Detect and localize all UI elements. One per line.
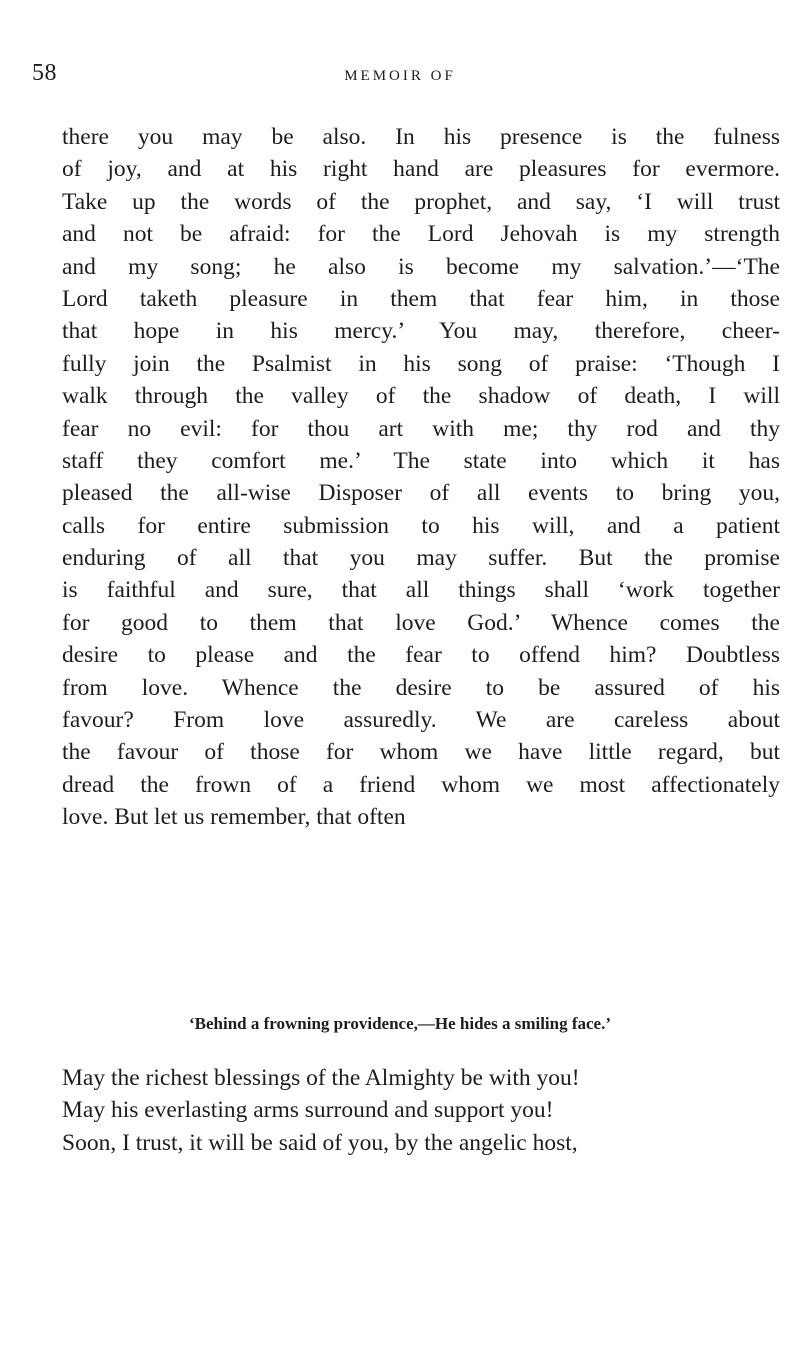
closing-text bbox=[62, 1062, 780, 1159]
text-line: desire to please and the fear to offend him? Doubtless bbox=[62, 642, 780, 669]
text-line: enduring of all that you may suffer. But the promise bbox=[62, 545, 780, 572]
text-line: from love. Whence the desire to be assured of his bbox=[62, 674, 780, 701]
text-line: that hope in his mercy.’ You may, therefore, cheer- bbox=[62, 318, 780, 345]
text-line: there you may be also. In his presence is the fulness bbox=[62, 124, 780, 150]
verse-quote: ‘Behind a frowning providence,—He hides a smiling face.’ bbox=[188, 1014, 612, 1033]
text-line: is faithful and sure, that all things shall ‘work together bbox=[62, 577, 780, 604]
text-line: calls for entire submission to his will, and a patient bbox=[62, 512, 780, 539]
body-text bbox=[62, 121, 780, 834]
text-line: Soon, I trust, it will be said of you, by the angelic host, bbox=[62, 1129, 578, 1156]
text-line: Lord taketh pleasure in them that fear him, in those bbox=[62, 285, 780, 312]
page-number: 58 bbox=[32, 60, 57, 86]
text-line: love. But let us remember, that often bbox=[62, 804, 406, 831]
text-line: of joy, and at his right hand are pleasures for evermore. bbox=[62, 156, 780, 183]
text-line: fully join the Psalmist in his song of praise: ‘Though I bbox=[62, 350, 780, 377]
text-line: May the richest blessings of the Almighty be with you! bbox=[62, 1065, 580, 1091]
text-line: dread the frown of a friend whom we most affectionately bbox=[62, 771, 780, 798]
text-line: and not be afraid: for the Lord Jehovah is my strength bbox=[62, 221, 780, 248]
text-line: favour? From love assuredly. We are careless about bbox=[62, 707, 780, 734]
text-line: staff they comfort me.’ The state into which it has bbox=[62, 447, 780, 474]
text-line: for good to them that love God.’ Whence comes the bbox=[62, 609, 780, 636]
text-line: May his everlasting arms surround and support you! bbox=[62, 1097, 554, 1124]
text-line: the favour of those for whom we have little regard, but bbox=[62, 739, 780, 766]
text-line: walk through the valley of the shadow of death, I will bbox=[62, 383, 780, 410]
text-line: pleased the all-wise Disposer of all events to bring you, bbox=[62, 480, 780, 507]
text-line: Take up the words of the prophet, and say, ‘I will trust bbox=[62, 188, 780, 215]
text-line: fear no evil: for thou art with me; thy rod and thy bbox=[62, 415, 780, 442]
running-head: MEMOIR OF bbox=[344, 68, 456, 84]
text-line: and my song; he also is become my salvation.’—‘The bbox=[62, 253, 780, 280]
